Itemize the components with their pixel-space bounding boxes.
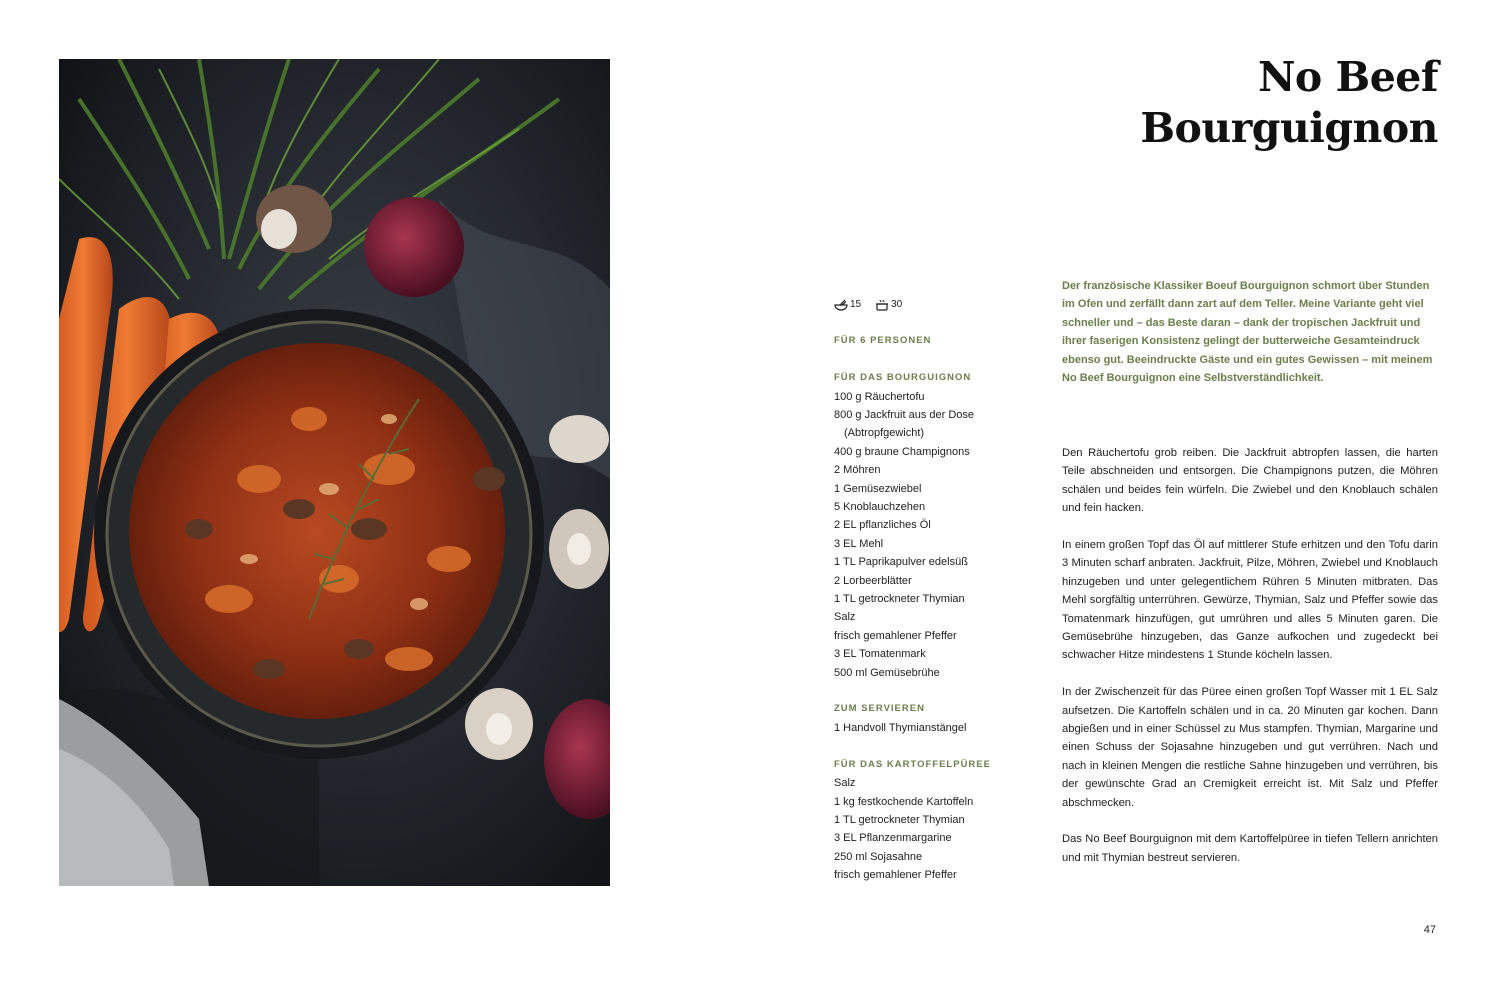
recipe-method xyxy=(1062,444,1438,886)
title-line-2: Bourguignon xyxy=(1140,104,1438,152)
ingredient-item: 1 kg festkochende Kartoffeln xyxy=(834,795,974,808)
ingredient-item: 1 TL getrockneter Thymian xyxy=(834,813,965,826)
servings: FÜR 6 PERSONEN xyxy=(834,335,932,347)
recipe-photo xyxy=(59,59,610,886)
method-step: Das No Beef Bourguignon mit dem Kartoffelpüree in tiefen Tellern anrichten und mit Thymian bestreut servieren. xyxy=(1062,833,1438,864)
ingredient-item: 3 EL Mehl xyxy=(834,537,884,550)
ingredient-item: 800 g Jackfruit aus der Dose xyxy=(834,409,975,421)
group-heading: FÜR DAS KARTOFFELPÜREE xyxy=(834,758,991,770)
recipe-intro: Der französische Klassiker Boeuf Bourguignon schmort über Stunden im Ofen und zerfällt dann zart auf dem Teller. Meine Variante geht viel schneller und – das Beste daran – dank der tropischen Jackfruit und ihrer faserigen Konsistenz gelingt der butterweiche Gesamteindruck ebenso gut. Beeindruckte Gäste und ein gutes Gewissen – mit meinem No Beef Bourguignon eine Selbstverständlichkeit. xyxy=(1062,280,1433,385)
ingredient-item: 400 g braune Champignons xyxy=(834,445,970,458)
ingredient-item: Salz xyxy=(834,777,856,790)
method-step: In der Zwischenzeit für das Püree einen großen Topf Wasser mit 1 EL Salz aufsetzen. Die Kartoffeln schälen und in ca. 20 Minuten gar kochen. Dann abgießen und in einer Schüssel zu Mus stampfen. Thymian, Margarine und einen Schuss der Sojasahne hinzugeben und gut verrühren. Nach und nach in kleinen Mengen die restliche Sahne hinzugeben und verrühren, bis der gewünschte Grad an Cremigkeit erreicht ist. Mit Salz und Pfeffer abschmecken. xyxy=(1062,686,1438,809)
ingredient-item: 3 EL Pflanzenmargarine xyxy=(834,832,952,845)
ingredient-item: (Abtropfgewicht) xyxy=(844,427,925,440)
ingredient-item: 3 EL Tomatenmark xyxy=(834,648,926,661)
cook-time xyxy=(875,296,902,314)
ingredient-item: 100 g Räuchertofu xyxy=(834,390,925,403)
group-heading: FÜR DAS BOURGUIGNON xyxy=(834,372,972,384)
whisk-bowl-icon xyxy=(834,299,848,311)
ingredient-item: frisch gemahlener Pfeffer xyxy=(834,869,957,882)
ingredient-item: 1 TL getrockneter Thymian xyxy=(834,593,965,606)
cook-time-value: 30 xyxy=(891,298,903,310)
ingredient-item: 5 Knoblauchzehen xyxy=(834,501,926,514)
ingredient-item: 250 ml Sojasahne xyxy=(834,850,923,863)
page-number: 47 xyxy=(1423,924,1436,936)
ingredient-item: frisch gemahlener Pfeffer xyxy=(834,629,957,642)
group-heading: ZUM SERVIEREN xyxy=(834,703,925,715)
prep-time-value: 15 xyxy=(850,298,862,310)
ingredient-item: 2 Möhren xyxy=(834,464,881,477)
ingredient-group-bourguignon xyxy=(834,369,1034,682)
method-step: Den Räuchertofu grob reiben. Die Jackfruit abtropfen lassen, die harten Teile abschneiden und entsorgen. Die Champignons putzen, die Möhren schälen und beides fein würfeln. Die Zwiebel und den Knoblauch schälen und fein hacken. xyxy=(1062,447,1438,515)
title-line-1: No Beef xyxy=(1257,53,1438,101)
ingredients-column xyxy=(834,296,1034,885)
ingredient-item: 1 Handvoll Thymianstängel xyxy=(834,721,967,734)
stew-bowl-illustration xyxy=(59,59,610,886)
ingredient-item: 2 EL pflanzliches Öl xyxy=(834,519,931,532)
pot-icon xyxy=(875,299,889,311)
ingredient-item: 1 TL Paprikapulver edelsüß xyxy=(834,556,968,569)
ingredient-group-servieren xyxy=(834,700,1034,737)
ingredient-item: Salz xyxy=(834,611,856,624)
recipe-meta xyxy=(834,296,1034,314)
ingredient-item: 1 Gemüsezwiebel xyxy=(834,482,922,495)
ingredient-item: 500 ml Gemüsebrühe xyxy=(834,666,940,679)
method-step: In einem großen Topf das Öl auf mittlerer Stufe erhitzen und den Tofu darin 3 Minuten scharf anbraten. Jackfruit, Pilze, Möhren, Zwiebel und Knoblauch hinzugeben und unter gelegentlichem Rühren 5 Minuten mitbraten. Das Mehl sorgfältig unterrühren. Gewürze, Thymian, Salz und Pfeffer sowie das Tomatenmark hinzufügen, gut umrühren und alles 5 Minuten garen. Die Gemüsebrühe hinzugeben, das Ganze aufkochen und zugedeckt bei schwacher Hitze mindestens 1 Stunde köcheln lassen. xyxy=(1062,539,1438,662)
recipe-title xyxy=(918,52,1438,154)
ingredient-item: 2 Lorbeerblätter xyxy=(834,574,912,587)
prep-time xyxy=(834,296,861,314)
ingredient-group-kartoffelpueree xyxy=(834,756,1034,885)
